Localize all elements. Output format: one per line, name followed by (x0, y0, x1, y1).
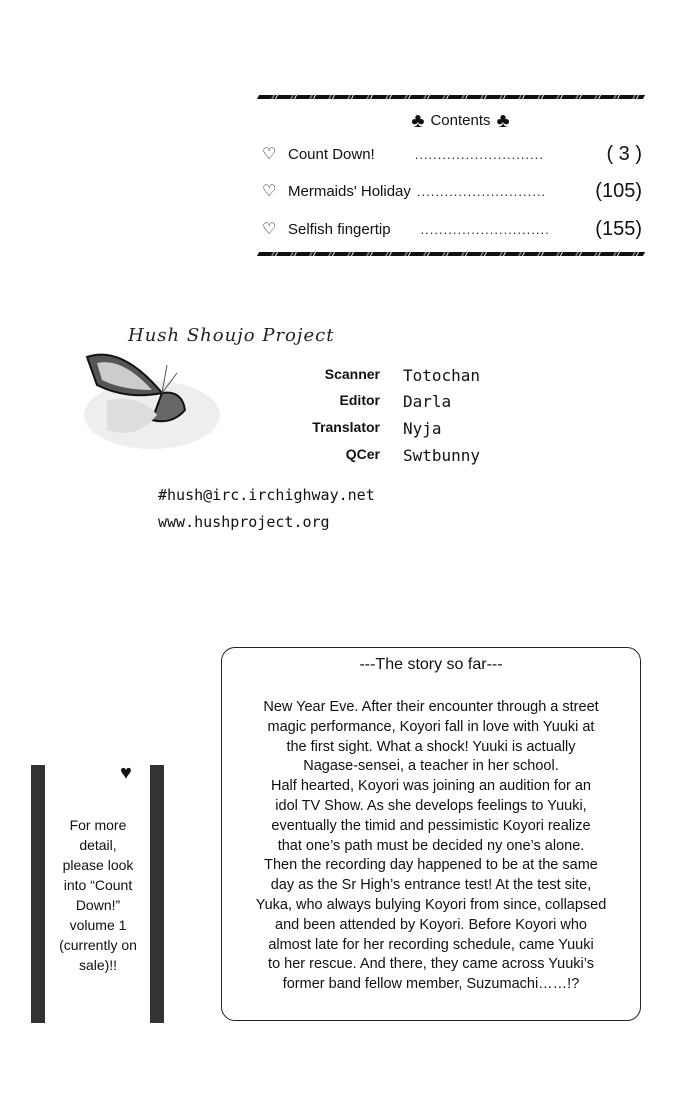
side-bar-left (31, 765, 45, 1023)
heart-outline-icon: ♡ (262, 183, 277, 200)
heart-outline-icon: ♡ (262, 221, 277, 238)
butterfly-image (82, 345, 252, 455)
credit-name: Darla (403, 392, 452, 411)
irc-channel: #hush@irc.irchighway.net (158, 486, 375, 504)
credit-label: QCer (345, 446, 380, 462)
credit-name: Totochan (403, 366, 481, 385)
story-line: Then the recording day happened to be at the same (264, 857, 598, 874)
decorative-divider-bottom (257, 252, 645, 256)
side-bar-right (150, 765, 164, 1023)
story-title: ---The story so far--- (359, 656, 503, 673)
contents-item (262, 142, 642, 166)
story-line: almost late for her recording schedule, came Yuuki (268, 936, 594, 953)
story-line: Half hearted, Koyori was joining an audition for an (271, 778, 591, 795)
side-note-line: sale)!! (78, 957, 118, 973)
credit-name: Swtbunny (403, 446, 481, 465)
story-text (222, 698, 640, 995)
heart-outline-icon: ♡ (262, 146, 277, 163)
story-line: former band fellow member, Suzumachi……!? (282, 976, 580, 993)
leader-dots: ............................ (416, 183, 547, 199)
story-line: idol TV Show. As she develops feelings to Yuuki, (275, 797, 587, 814)
contents-item (262, 217, 642, 241)
chapter-title: Mermaids' Holiday (288, 182, 411, 200)
story-line: the first sight. What a shock! Yuuki is actually (286, 738, 576, 755)
side-note-line: detail, (79, 837, 117, 853)
chapter-page: (155) (595, 217, 642, 240)
story-line: magic performance, Koyori fall in love with Yuuki at (267, 718, 595, 735)
side-note-line: Down!” (75, 897, 121, 913)
credit-name: Nyja (403, 419, 442, 438)
side-note-line: please look (62, 857, 134, 873)
decorative-divider-top (257, 95, 645, 99)
story-line: and been attended by Koyori. Before Koyori who (275, 916, 587, 933)
contents-title (0, 110, 681, 133)
credit-row-editor (250, 392, 550, 414)
group-logo-text: Hush Shoujo Project (128, 325, 335, 346)
credit-row-qcer (250, 446, 550, 468)
contents-item (262, 179, 642, 203)
website-url: www.hushproject.org (158, 513, 330, 531)
chapter-title: Selfish fingertip (288, 220, 391, 238)
credit-row-scanner (250, 366, 550, 388)
side-note-line: For more (69, 817, 127, 833)
club-icon: ♣ (496, 110, 510, 132)
chapter-title: Count Down! (288, 145, 375, 163)
credit-label: Translator (312, 419, 380, 435)
credit-label: Editor (339, 392, 380, 408)
chapter-page: ( 3 ) (606, 142, 642, 165)
story-line: that one’s path must be decided ny one’s alone. (277, 837, 585, 854)
story-so-far-box (221, 647, 641, 1021)
club-icon: ♣ (411, 110, 425, 132)
story-line: eventually the timid and pessimistic Koyori realize (271, 817, 591, 834)
leader-dots: ............................ (420, 221, 550, 237)
credit-label: Scanner (324, 366, 380, 382)
side-note (48, 815, 148, 975)
side-note-line: volume 1 (69, 917, 127, 933)
side-note-line: into “Count (63, 877, 133, 893)
story-line: to her rescue. And there, they came across Yuuki’s (268, 956, 594, 973)
story-line: Yuka, who always bulying Koyori from since, collapsed (255, 896, 607, 913)
leader-dots: ............................ (414, 146, 544, 162)
story-line: day as the Sr High’s entrance test! At the test site, (270, 877, 592, 894)
side-note-line: (currently on (59, 937, 137, 953)
chapter-page: (105) (595, 179, 642, 202)
heart-filled-icon: ♥ (120, 762, 132, 784)
story-line: Nagase-sensei, a teacher in her school. (303, 758, 559, 775)
story-line: New Year Eve. After their encounter through a street (263, 699, 599, 715)
contents-title-text: Contents (430, 112, 491, 129)
credit-row-translator (250, 419, 550, 441)
